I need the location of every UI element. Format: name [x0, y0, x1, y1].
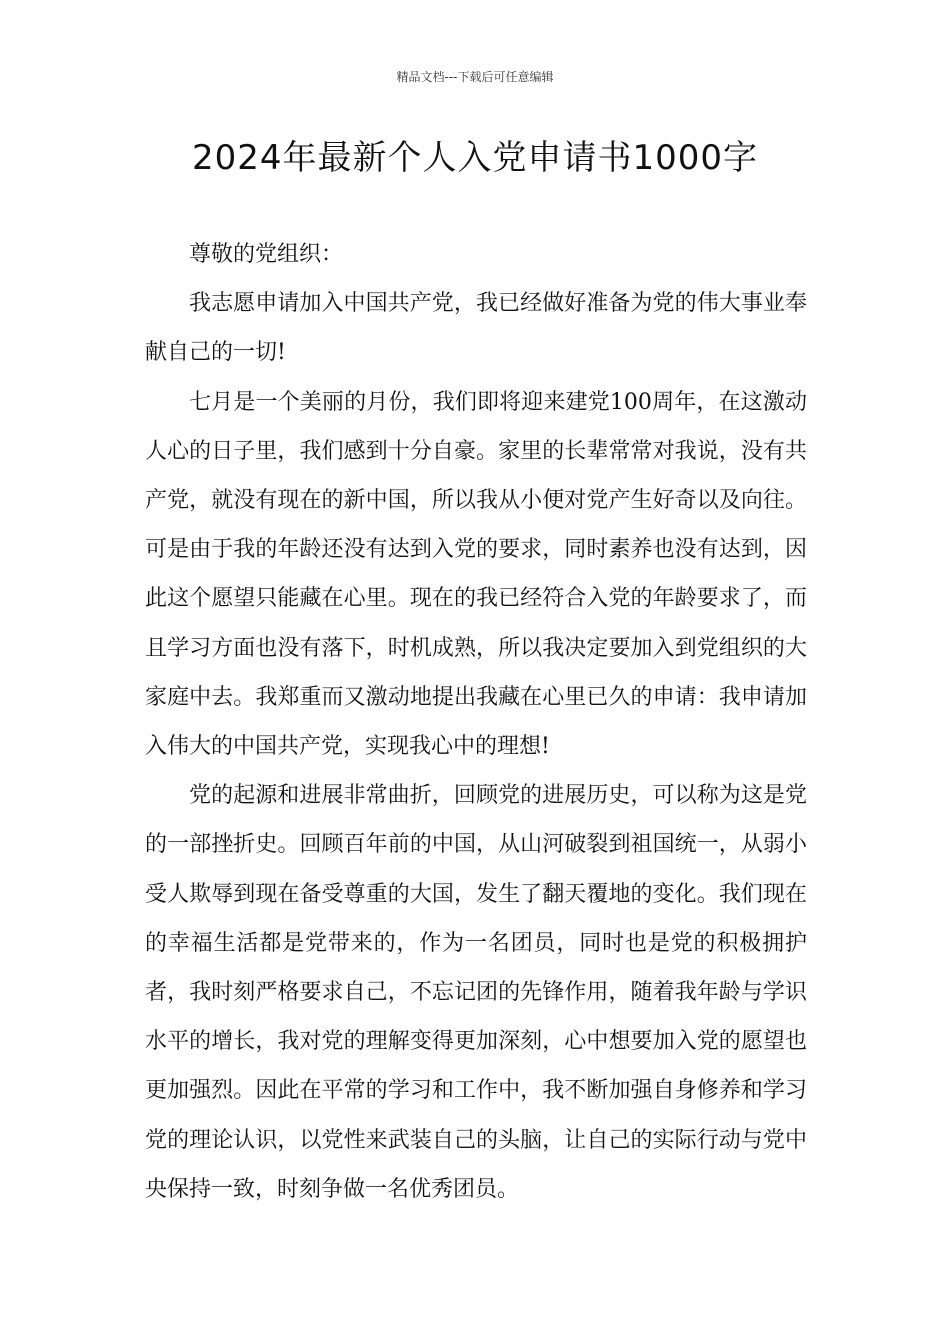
paragraph-1: 我志愿申请加入中国共产党，我已经做好准备为党的伟大事业奉献自己的一切!	[145, 291, 807, 366]
header-note: 精品文档---下载后可任意编辑	[396, 70, 554, 84]
salutation: 尊敬的党组织：	[189, 242, 344, 267]
paragraph-3: 党的起源和进展非常曲折，回顾党的进展历史，可以称为这是党的一部挫折史。回顾百年前的中国，从山河破裂到祖国统一，从弱小受人欺辱到现在备受尊重的大国，发生了翻天覆地的变化。我们现在的幸福生活都是党带来的，作为一名团员，同时也是党的积极拥护者，我时刻严格要求自己，不忘记团的先锋作用，随着我年龄与学识水平的增长，我对党的理解变得更加深刻，心中想要加入党的愿望也更加强烈。因此在平常的学习和工作中，我不断加强自身修养和学习党的理论认识，以党性来武装自己的头脑，让自己的实际行动与党中央保持一致，时刻争做一名优秀团员。	[145, 783, 807, 1202]
document-body	[145, 230, 807, 1214]
paragraph-2: 七月是一个美丽的月份，我们即将迎来建党100周年，在这激动人心的日子里，我们感到十分自豪。家里的长辈常常对我说，没有共产党，就没有现在的新中国，所以我从小便对党产生好奇以及向往。可是由于我的年龄还没有达到入党的要求，同时素养也没有达到，因此这个愿望只能藏在心里。现在的我已经符合入党的年龄要求了，而且学习方面也没有落下，时机成熟，所以我决定要加入到党组织的大家庭中去。我郑重而又激动地提出我藏在心里已久的申请：我申请加入伟大的中国共产党，实现我心中的理想!	[145, 389, 807, 760]
document-title: 2024年最新个人入党申请书1000字	[191, 138, 759, 178]
